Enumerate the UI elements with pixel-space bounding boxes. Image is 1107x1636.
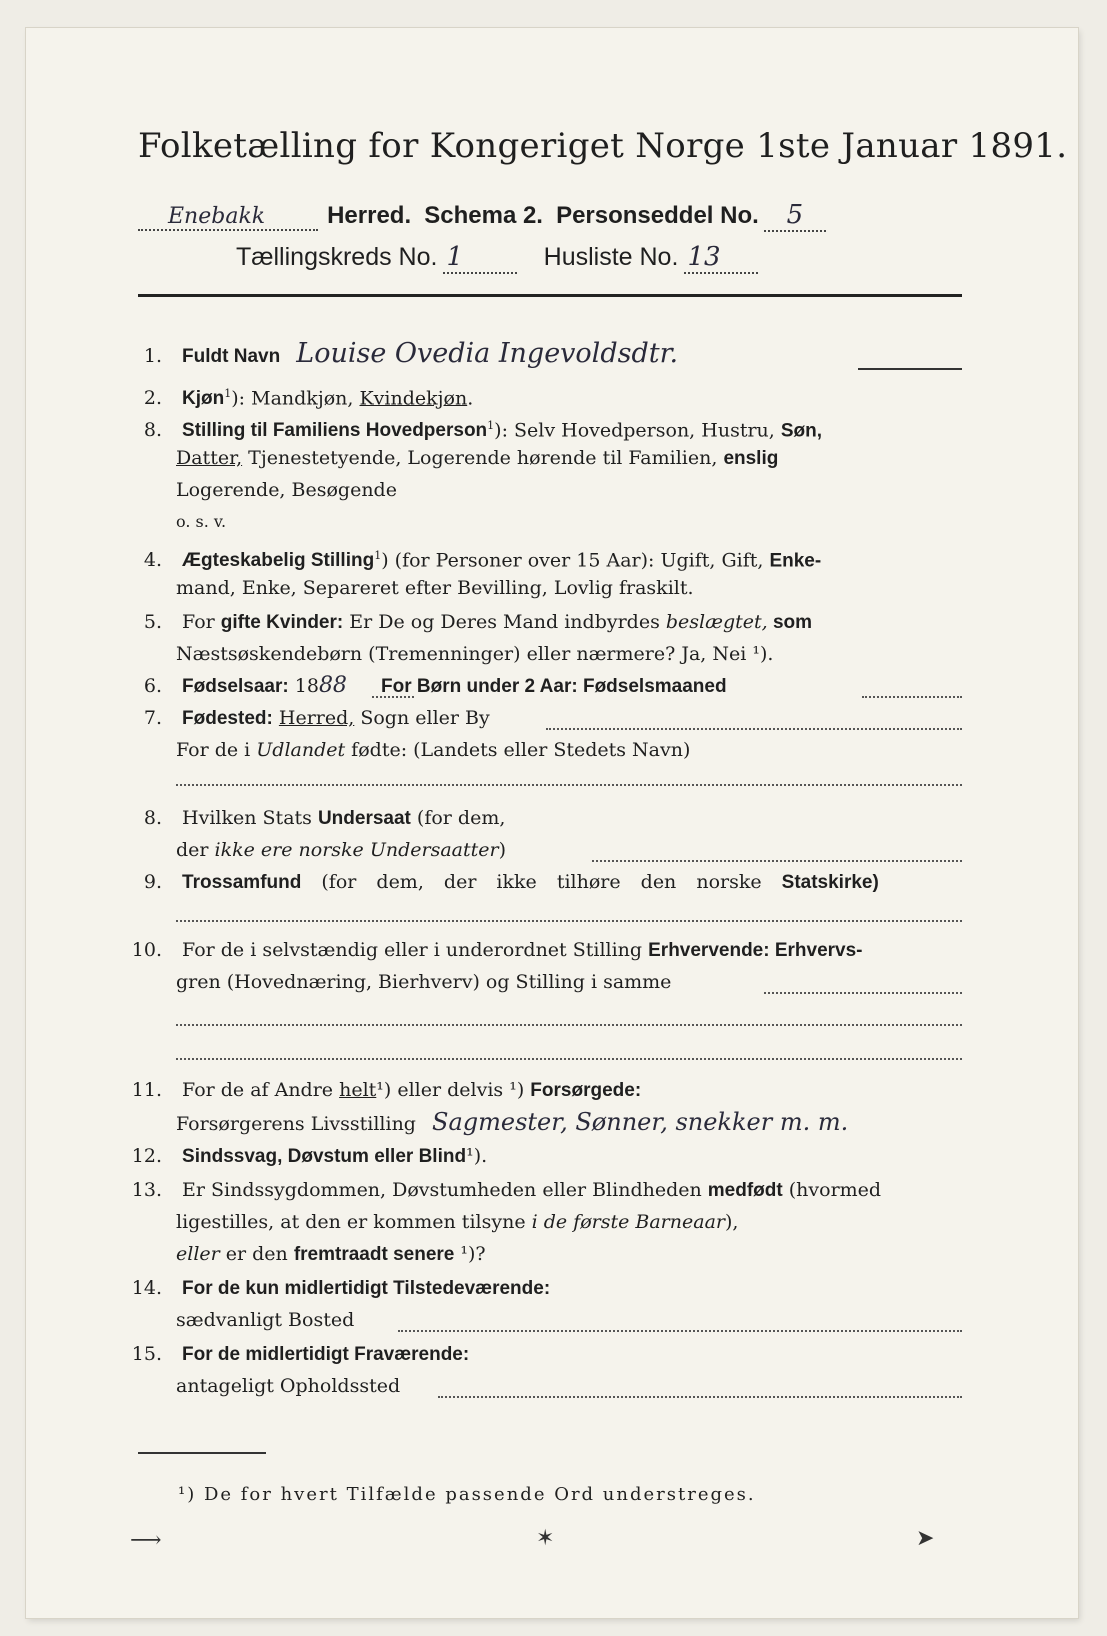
item-11: 11. For de af Andre helt¹) eller delvis ¹) Forsørgede: bbox=[131, 1079, 642, 1101]
husliste-value: 13 bbox=[684, 242, 758, 274]
birthplace-selected: Herred, bbox=[278, 707, 355, 729]
provider-occupation-value: Sagmester, Sønner, snekker m. m. bbox=[432, 1108, 849, 1136]
item-14: 14. For de kun midlertidigt Tilstedeværende: bbox=[131, 1277, 551, 1299]
kreds-label: Tællingskreds No. bbox=[236, 243, 438, 271]
item-15: 15. For de midlertidigt Fraværende: bbox=[131, 1343, 470, 1365]
sex-selected: Kvindekjøn bbox=[359, 387, 468, 410]
personseddel-value: 5 bbox=[764, 200, 826, 232]
item-6: 6. Fødselsaar: 1888 For Børn under 2 Aar: Fødselsmaaned bbox=[143, 673, 727, 698]
item-2: 2. Kjøn$^1$): Mandkjøn, Kvindekjøn. bbox=[143, 387, 474, 410]
item-4: 4. Ægteskabelig Stilling$^1$) (for Personer over 15 Aar): Ugift, Gift, Enke- bbox=[143, 549, 822, 572]
item-5: 5. For gifte Kvinder: Er De og Deres Mand indbyrdes beslægtet, som bbox=[143, 611, 813, 633]
footnote: ¹) De for hvert Tilfælde passende Ord understreges. bbox=[178, 1484, 756, 1505]
binding-mark-left: ⟶ bbox=[130, 1528, 162, 1553]
binding-mark-center: ✶ bbox=[536, 1526, 555, 1551]
herred-value: Enebakk bbox=[138, 204, 318, 231]
binding-mark-right: ➤ bbox=[916, 1526, 935, 1551]
item-1: 1. Fuldt Navn Louise Ovedia Ingevoldsdtr. bbox=[143, 338, 679, 369]
husliste-label: Husliste No. bbox=[543, 243, 679, 271]
schema-label: Schema 2. bbox=[424, 202, 543, 229]
sex-label: Kjøn bbox=[182, 388, 225, 410]
herred-label: Herred. bbox=[327, 202, 412, 229]
kreds-line bbox=[236, 242, 758, 274]
header-divider bbox=[138, 294, 962, 297]
herred-line bbox=[138, 200, 826, 232]
full-name-value: Louise Ovedia Ingevoldsdtr. bbox=[296, 338, 679, 369]
item-9: 9. Trossamfund (for dem, der ikke tilhøre den norske Statskirke) bbox=[143, 871, 879, 893]
position-selected: Datter, bbox=[176, 447, 243, 469]
census-form-page: Folketælling for Kongeriget Norge 1ste Januar 1891. Enebakk Herred. Schema 2. Personseddel No. 5 Tællingskreds No. 1 Husliste No. 13 1. Fuldt Navn Louise Ovedia Ingevoldsdtr. 2. Kjøn$^1$): Mandkjøn, Kvindekjøn. 8. Stilling til Familiens Hovedperson$^1$): Selv Hovedperson, Hustru, Søn, Datter, Tjenestetyende, Logerende hørende til Familien, enslig Logerende, Besøgende o. s. v. 4. Ægteskabelig Stilling$^1$) (for Personer over 15 Aar): Ugift, Gift, Enke- mand, Enke, Separeret efter Bevilling, Lovlig fraskilt. 5. For gifte Kvinder: Er De og Deres Mand indbyrdes beslægtet, som Næstsøskendebørn (Tremenninger) eller nærmere? Ja, Nei ¹). 6. Fødselsaar: 1888 For Børn under 2 Aar: Fødselsmaaned 7. Fødested: Herred, Sogn eller By For de i Udlandet fødte: (Landets eller Stedets Navn) 8. Hvilken Stats Undersaat (for dem, der ikke ere norske Undersaatter) 9. Trossamfund (for dem, der ikke tilhøre den norske Statskirke) 10. For de i selvstændig eller i underordnet Stilling Erhvervende: Erhvervs- gren (Hovednæring, Bierhverv) og Stilling i samme 11. For de af Andre helt¹) eller delvis ¹) Forsørgede: Forsørgerens Livsstilling Sagmester, Sønner, snekker m. m. 12. Sindssvag, Døvstum eller Blind¹). 13. Er Sindssygdommen, Døvstumheden eller Blindheden medfødt (hvormed ligestilles, at den er kommen tilsyne i de første Barneaar), eller er den fremtraadt senere ¹)? 14. For de kun midlertidigt Tilstedeværende: sædvanligt Bosted 15. For de midlertidigt Fraværende: antageligt Opholdssted ¹) De for hvert Tilfælde passende Ord understreges. ⟶ ✶ ➤ bbox=[26, 28, 1078, 1618]
item-3: 8. Stilling til Familiens Hovedperson$^1$): Selv Hovedperson, Hustru, Søn, bbox=[143, 419, 823, 442]
kreds-value: 1 bbox=[443, 242, 517, 274]
item-7: 7. Fødested: Herred, Sogn eller By bbox=[143, 707, 490, 729]
item-8: 8. Hvilken Stats Undersaat (for dem, bbox=[143, 807, 506, 829]
item-12: 12. Sindssvag, Døvstum eller Blind¹). bbox=[131, 1145, 488, 1167]
personseddel-label: Personseddel No. bbox=[556, 202, 759, 229]
item-10: 10. For de i selvstændig eller i underordnet Stilling Erhvervende: Erhvervs- bbox=[131, 939, 863, 961]
item-13: 13. Er Sindssygdommen, Døvstumheden eller Blindheden medfødt (hvormed bbox=[131, 1179, 882, 1201]
form-title: Folketælling for Kongeriget Norge 1ste Januar 1891. bbox=[138, 126, 1068, 166]
footnote-rule bbox=[138, 1452, 266, 1454]
full-name-label: Fuldt Navn bbox=[182, 346, 281, 367]
birth-year-value: 88 bbox=[318, 673, 347, 698]
